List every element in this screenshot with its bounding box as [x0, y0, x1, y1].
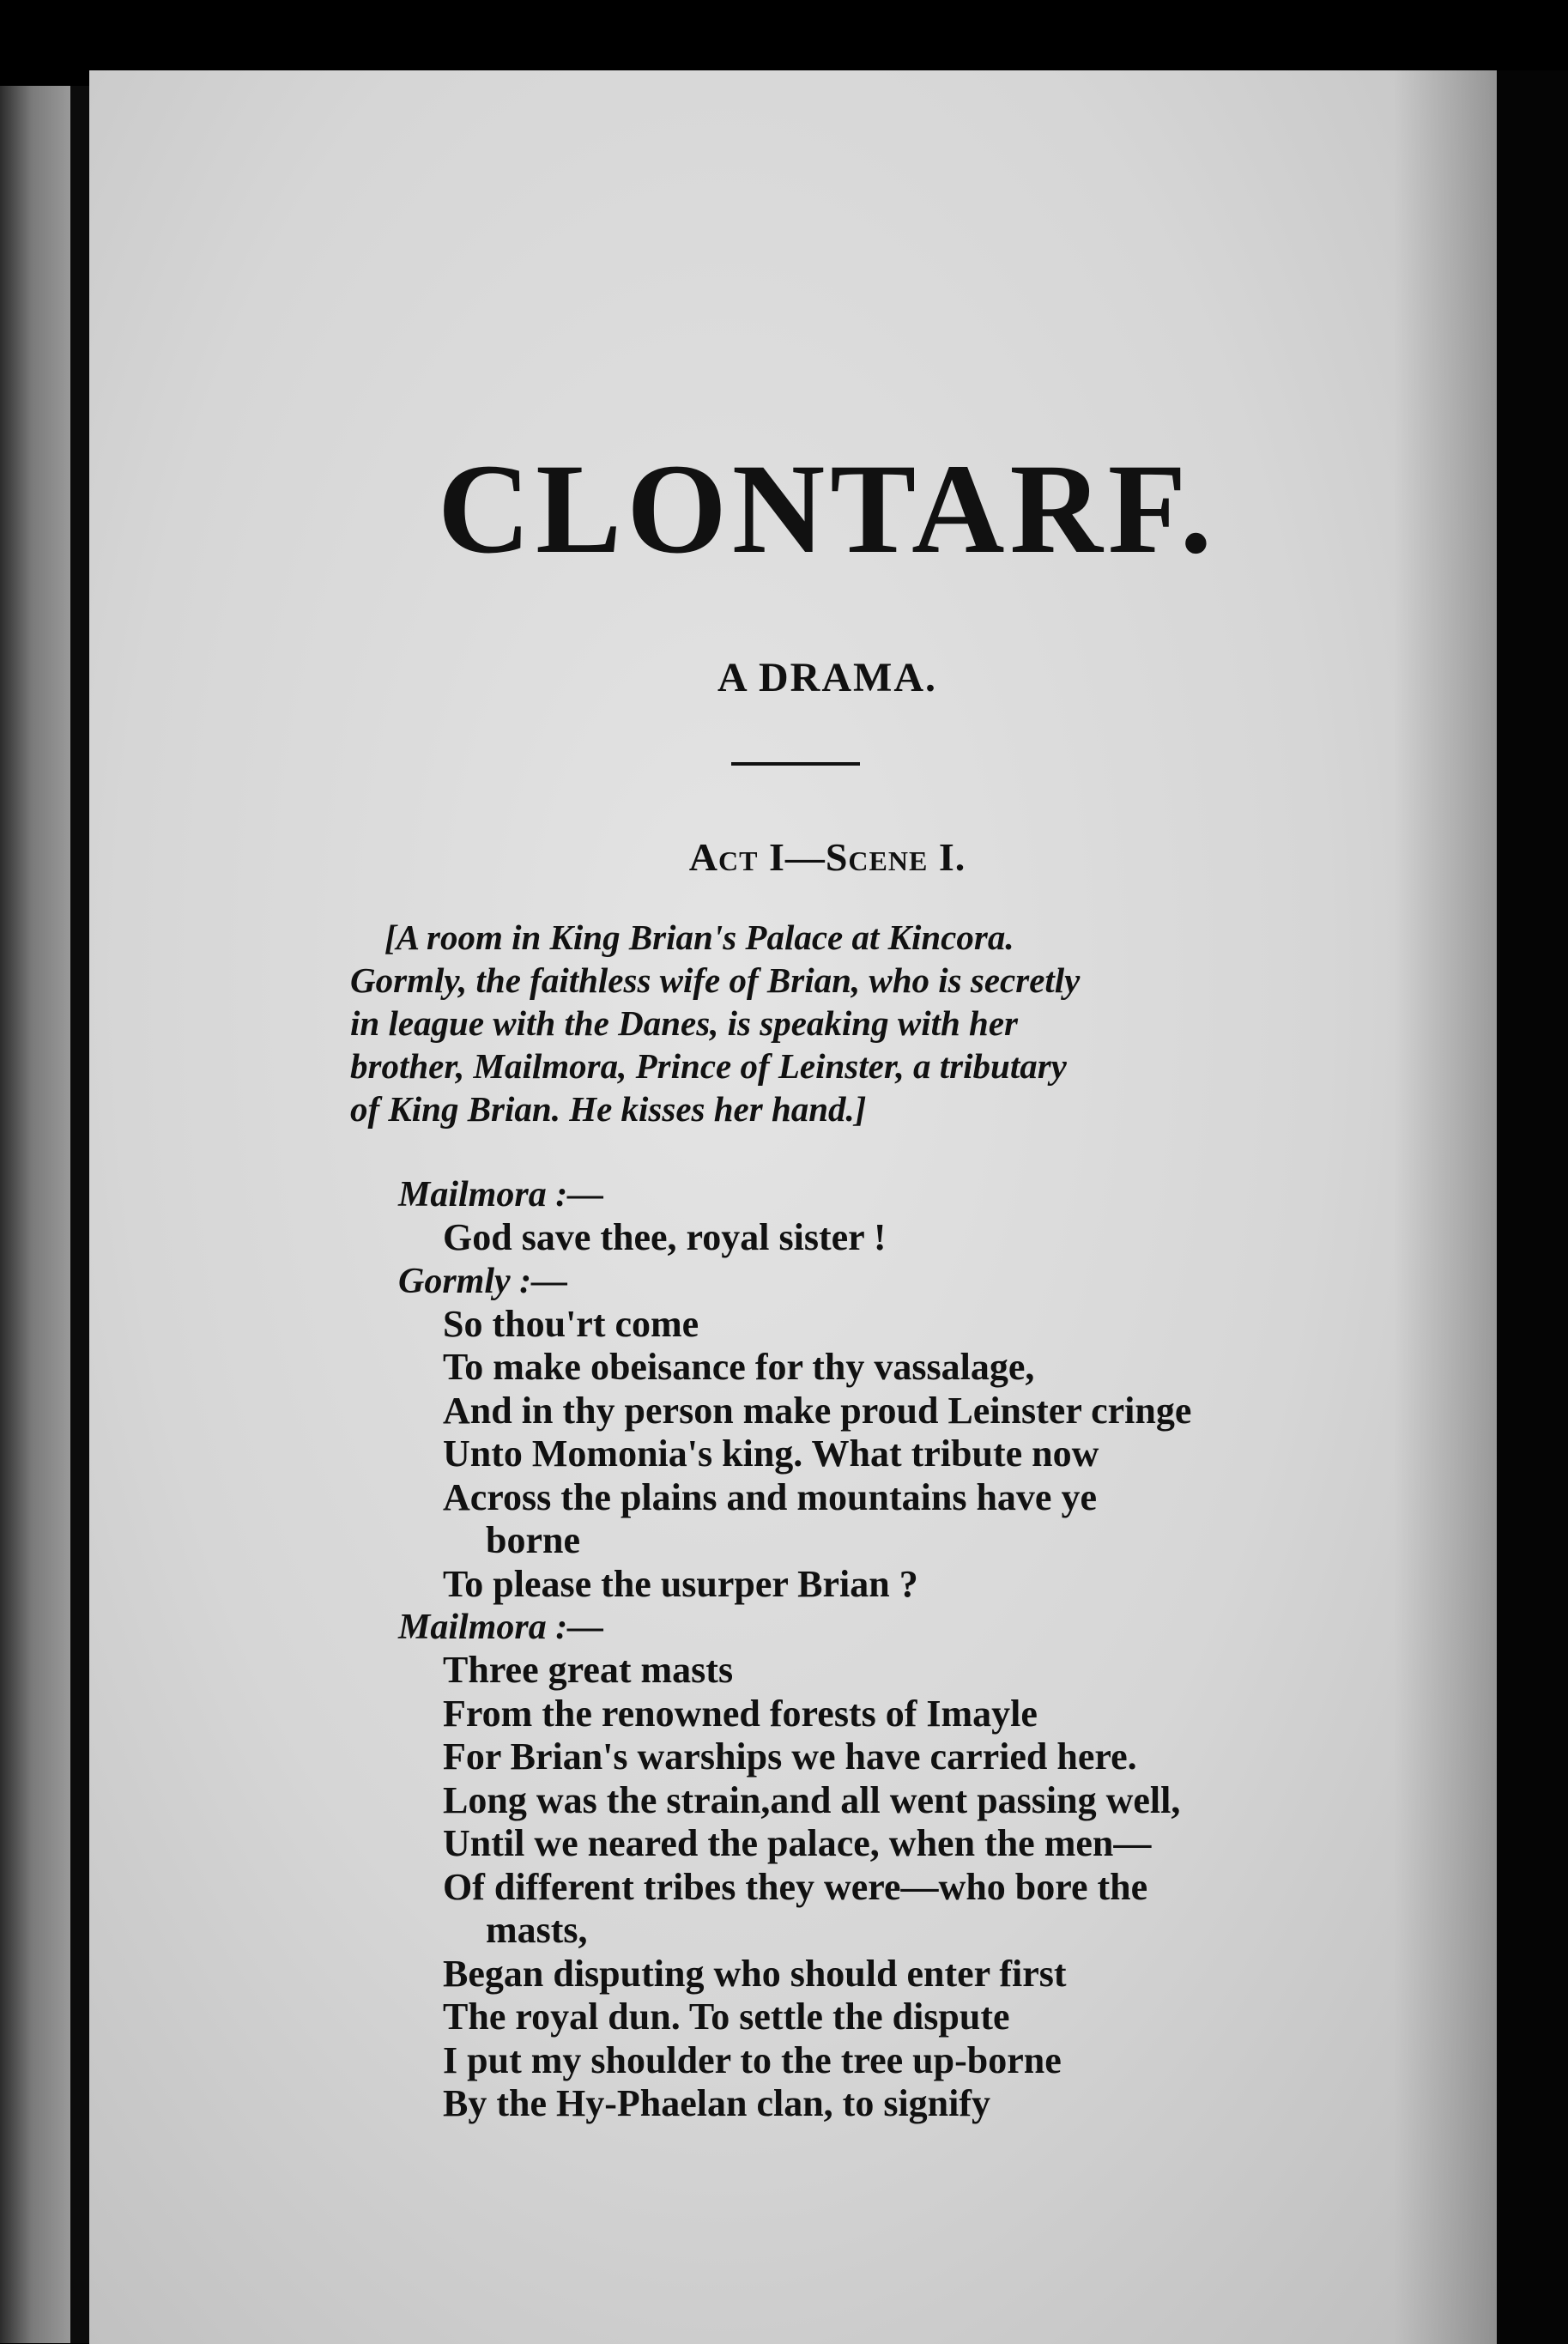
verse-line: To make obeisance for thy vassalage,: [443, 1346, 1035, 1388]
speaker-name: Gormly :—: [398, 1261, 568, 1301]
verse-line: God save thee, royal sister !: [443, 1216, 887, 1258]
speaker-name: Mailmora :—: [398, 1175, 604, 1214]
stage-direction-line: brother, Mailmora, Prince of Leinster, a tributary: [350, 1046, 1067, 1086]
verse-line: To please the usurper Brian ?: [443, 1562, 918, 1605]
verse-line: Unto Momonia's king. What tribute now: [443, 1432, 1099, 1475]
verse-line: From the renowned forests of Imayle: [443, 1692, 1038, 1735]
speaker-name: Mailmora :—: [398, 1608, 604, 1647]
book-page: [89, 70, 1497, 2344]
verse-line: Three great masts: [443, 1649, 734, 1691]
verse-line: The royal dun. To settle the dispute: [443, 1996, 1010, 2038]
facing-page-edge: [0, 86, 70, 2343]
verse-line: Began disputing who should enter first: [443, 1952, 1067, 1995]
play-title: CLONTARF.: [437, 438, 1218, 580]
book-gutter: [70, 86, 89, 2343]
stage-direction-line: Gormly, the faithless wife of Brian, who is secretly: [350, 960, 1081, 1000]
stage-direction-line: of King Brian. He kisses her hand.]: [350, 1089, 867, 1129]
verse-line: By the Hy-Phaelan clan, to signify: [443, 2082, 991, 2124]
verse-line: For Brian's warships we have carried here.: [443, 1735, 1137, 1778]
dialogue-block: [89, 1173, 1462, 2126]
stage-direction: [350, 916, 1380, 1130]
verse-line: Long was the strain,and all went passing well,: [443, 1778, 1181, 1821]
verse-line: Until we neared the palace, when the men—: [443, 1822, 1152, 1864]
verse-line: I put my shoulder to the tree up-borne: [443, 2038, 1062, 2081]
stage-direction-line: [A room in King Brian's Palace at Kincora.: [384, 918, 1014, 957]
verse-line: borne: [486, 1519, 580, 1561]
verse-line: masts,: [486, 1909, 588, 1951]
title-divider: [731, 762, 860, 766]
stage-direction-line: in league with the Danes, is speaking with her: [350, 1003, 1018, 1043]
verse-line: Of different tribes they were—who bore the: [443, 1865, 1148, 1908]
verse-line: And in thy person make proud Leinster cringe: [443, 1389, 1192, 1432]
verse-line: So thou'rt come: [443, 1302, 699, 1345]
verse-line: Across the plains and mountains have ye: [443, 1475, 1097, 1518]
play-subtitle: A DRAMA.: [717, 655, 937, 700]
scan-border: [1497, 70, 1568, 2344]
act-scene-heading: Act I—Scene I.: [688, 835, 966, 879]
